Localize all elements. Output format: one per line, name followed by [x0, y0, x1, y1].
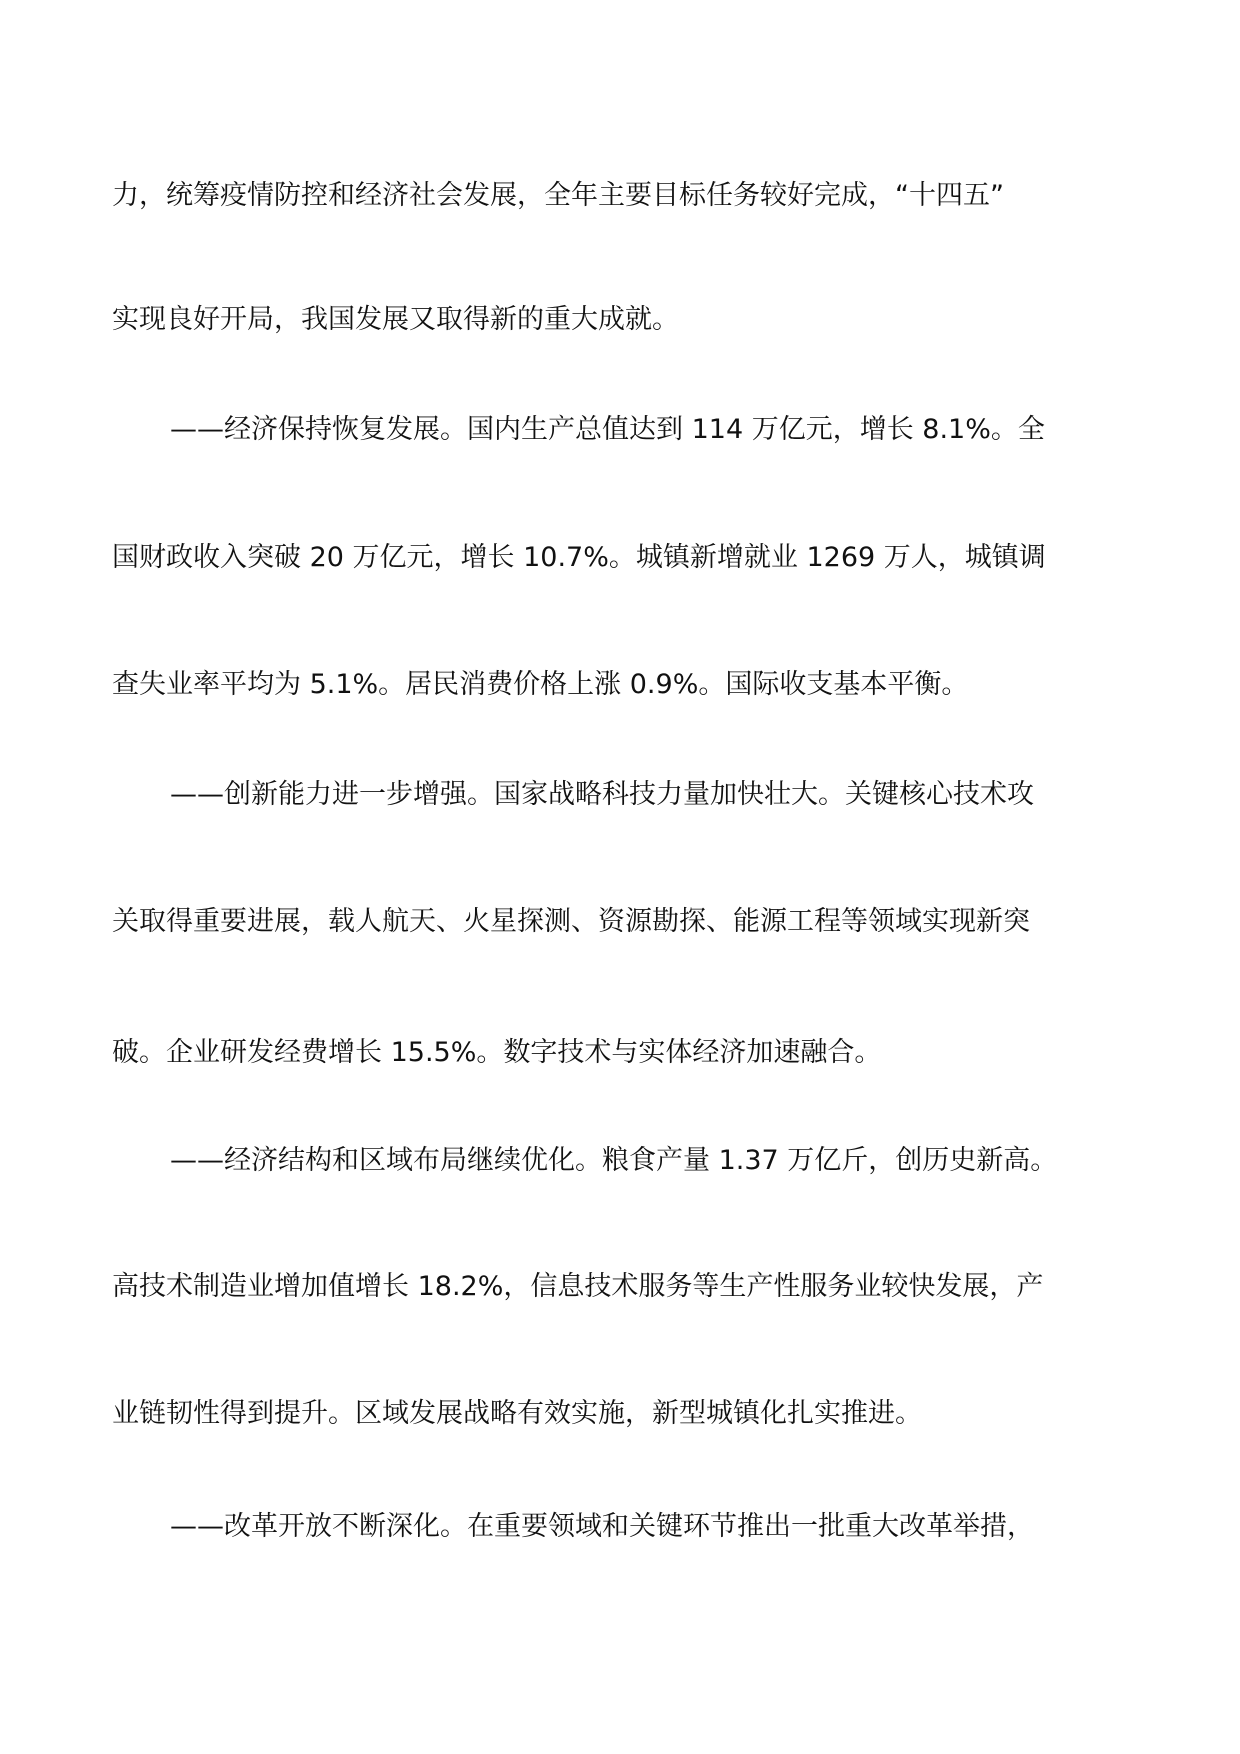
text-line: 关取得重要进展，载人航天、火星探测、资源勘探、能源工程等领域实现新突 [112, 906, 1030, 937]
text-line: ——创新能力进一步增强。国家战略科技力量加快壮大。关键核心技术攻 [170, 779, 1034, 810]
text-line: 国财政收入突破 20 万亿元，增长 10.7%。城镇新增就业 1269 万人，城镇调 [112, 542, 1046, 573]
text-line: 业链韧性得到提升。区域发展战略有效实施，新型城镇化扎实推进。 [112, 1398, 922, 1429]
text-line: ——经济结构和区域布局继续优化。粮食产量 1.37 万亿斤，创历史新高。 [170, 1145, 1058, 1176]
text-line: ——改革开放不断深化。在重要领域和关键环节推出一批重大改革举措， [170, 1511, 1034, 1542]
text-line: 高技术制造业增加值增长 18.2%，信息技术服务等生产性服务业较快发展，产 [112, 1271, 1044, 1302]
text-line: 破。企业研发经费增长 15.5%。数字技术与实体经济加速融合。 [112, 1037, 882, 1068]
text-line: 查失业率平均为 5.1%。居民消费价格上涨 0.9%。国际收支基本平衡。 [112, 669, 969, 700]
text-line: 实现良好开局，我国发展又取得新的重大成就。 [112, 304, 679, 335]
text-line: ——经济保持恢复发展。国内生产总值达到 114 万亿元，增长 8.1%。全 [170, 414, 1045, 445]
text-line: 力，统筹疫情防控和经济社会发展，全年主要目标任务较好完成，“十四五” [112, 180, 1004, 211]
